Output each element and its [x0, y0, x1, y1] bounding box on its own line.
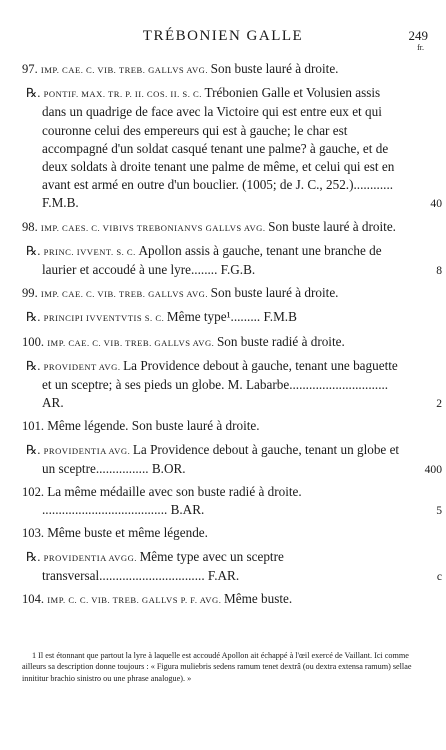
entry-number: 100.	[22, 334, 48, 349]
legend-inscription: IMP. C. C. VIB. TREB. GALLVS P. F. AVG.	[47, 595, 225, 606]
entry-number: 98.	[22, 219, 41, 234]
coin-entry	[22, 284, 400, 303]
entry-description: Son buste radié à droite.	[216, 333, 345, 349]
catalogue-body	[22, 60, 442, 614]
entry-number: 104.	[22, 592, 48, 607]
reverse-description	[22, 308, 400, 327]
entry-number: ℞.	[26, 310, 44, 325]
page-number: 249	[408, 28, 428, 43]
reverse-description	[22, 441, 442, 478]
legend-inscription: IMP. CAE. C. VIB. TREB. GALLVS AVG.	[47, 337, 217, 348]
entry-description: Son buste lauré à droite.	[210, 285, 339, 301]
legend-inscription: IMP. CAE. C. VIB. TREB. GALLVS AVG.	[40, 289, 211, 300]
legend-inscription: PRINCIPI IVVENTVTIS S. C.	[43, 313, 167, 324]
entry-description: La Providence debout à gauche, tenant un globe et un sceptre................ B.OR.	[42, 441, 400, 476]
running-title: TRÉBONIEN GALLE	[142, 28, 304, 44]
entry-number: ℞.	[26, 243, 44, 258]
reverse-description	[22, 84, 442, 212]
entry-number: ℞.	[26, 549, 44, 564]
legend-inscription: PROVIDENTIA AVGG.	[43, 552, 140, 563]
entry-number: ℞.	[26, 358, 44, 373]
entry-description: La Providence debout à gauche, tenant une baguette et un sceptre; à ses pieds un globe. M. Labarbe.............................. AR.	[42, 357, 398, 411]
coin-entry	[22, 417, 400, 435]
legend-inscription: IMP. CAES. C. VIBIVS TREBONIANVS GALLVS AVG.	[40, 222, 269, 233]
price-value: 40	[430, 197, 442, 211]
legend-inscription: PROVIDENT AVG.	[43, 361, 124, 372]
entry-number: 101.	[22, 419, 48, 434]
legend-inscription: PONTIF. MAX. TR. P. II. COS. II. S. C.	[43, 89, 205, 100]
entry-description: Même buste et même légende.	[47, 525, 208, 541]
reverse-description	[22, 357, 442, 413]
coin-entry	[22, 524, 400, 542]
coin-entry	[22, 218, 400, 237]
entry-number: 97.	[22, 62, 41, 76]
entry-description: Même buste.	[224, 591, 293, 607]
entry-description: Son buste lauré à droite.	[268, 218, 396, 234]
price-value: c	[436, 569, 442, 583]
footnote: 1 Il est étonnant que partout la lyre à laquelle est accoudé Apollon ait échappé à l'œil exercé de Vaillant. Ici comme ailleurs sa description donne toujours : « Figura muliebris sedens ramum tenet dextrâ (ou dextra extensa ramum) sellae innititur brachio sinistro ou une phrase analogue). »	[22, 651, 412, 683]
entry-number: 99.	[22, 286, 41, 301]
entry-description: La même médaille avec son buste radié à droite. ...................................... B.AR.	[42, 484, 302, 518]
reverse-description	[22, 548, 442, 585]
folio-mark: fr.	[417, 43, 424, 52]
coin-entry	[22, 60, 400, 79]
entry-description: Son buste lauré à droite.	[210, 61, 339, 76]
entry-description: Apollon assis à gauche, tenant une branche de laurier et accoudé à une lyre........ F.G.B.	[42, 242, 382, 278]
legend-inscription: PROVIDENTIA AVG.	[43, 445, 133, 456]
legend-inscription: PRINC. IVVENT. S. C.	[43, 246, 139, 257]
page-header	[0, 26, 446, 52]
entry-number: ℞.	[26, 86, 44, 101]
entry-description: Même légende. Son buste lauré à droite.	[47, 418, 260, 434]
coin-entry	[22, 333, 400, 352]
coin-entry	[22, 590, 400, 609]
reverse-description	[22, 242, 442, 279]
price-value: 400	[424, 462, 442, 476]
entry-number: 102.	[22, 485, 48, 500]
entry-number: ℞.	[26, 442, 44, 457]
coin-entry	[22, 483, 442, 519]
price-value: 8	[436, 264, 442, 278]
entry-number: 103.	[22, 526, 48, 541]
price-value: 2	[436, 397, 442, 411]
entry-description: Même type avec un sceptre transversal................................ F.AR.	[42, 548, 284, 583]
legend-inscription: IMP. CAE. C. VIB. TREB. GALLVS AVG.	[40, 65, 211, 75]
price-value: 5	[436, 504, 442, 518]
entry-description: Trébonien Galle et Volusien assis dans un quadrige de face avec la Victoire qui est entre eux et qui couronne celui des empereurs qui est à gauche; le char est accompagné d'un soldat casqué tenant une palme? à gauche, et de deux soldats à droite tenant une palme de même, et celui qui est en avant est armé en outre d'un bouclier. (1005; de J. C., 252.)............ F.M.B.	[42, 85, 395, 211]
entry-description: Même type¹......... F.M.B	[166, 309, 297, 325]
